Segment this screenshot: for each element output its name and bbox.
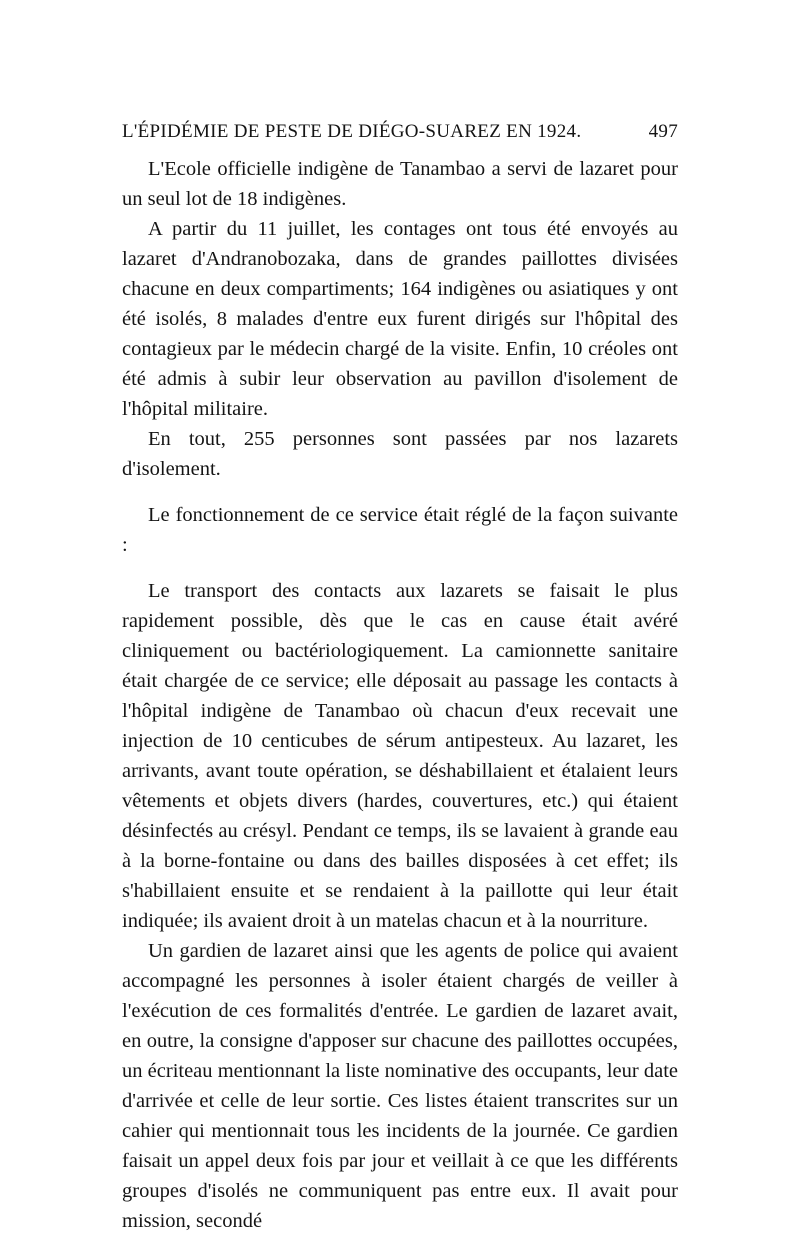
page-number: 497 — [648, 121, 678, 142]
running-title: L'ÉPIDÉMIE DE PESTE DE DIÉGO-SUAREZ EN 1924. — [122, 121, 582, 142]
paragraph-gardien: Un gardien de lazaret ainsi que les agents de police qui avaient accompagné les personnes à isoler étaient chargés de veiller à l'exécution de ces formalités d'entrée. Le gardien de lazaret avait, en outre, la consigne d'apposer sur chacune des paillottes occupées, un écriteau mentionnant la liste nominative des occupants, leur date d'arrivée et celle de leur sortie. Ces listes étaient transcrites sur un cahier qui mentionnait tous les incidents de la journée. Ce gardien faisait un appel deux fois par jour et veillait à ce que les différents groupes d'isolés ne communiquent pas entre eux. Il avait pour mission, secondé — [122, 940, 678, 1232]
paragraph-transport: Le transport des contacts aux lazarets se faisait le plus rapidement possible, dès que le cas en cause était avéré cliniquement ou bactériologiquement. La camionnette sanitaire était chargée de ce service; elle déposait au passage les contacts à l'hôpital indigène de Tanambao où chacun d'eux recevait une injection de 10 centicubes de sérum antipesteux. Au lazaret, les arrivants, avant toute opération, se déshabillaient et étalaient leurs vêtements et objets divers (hardes, couvertures, etc.) qui étaient désinfectés au crésyl. Pendant ce temps, ils se lavaient à grande eau à la borne-fontaine ou dans des bailles disposées à cet effet; ils s'habillaient ensuite et se rendaient à la paillotte qui leur était indiquée; ils avaient droit à un matelas chacun et à la nourriture. — [122, 580, 678, 932]
paragraph-fonctionnement: Le fonctionnement de ce service était réglé de la façon suivante : — [122, 504, 678, 556]
running-header — [122, 118, 678, 146]
paragraph-juillet: A partir du 11 juillet, les contages ont tous été envoyés au lazaret d'Andranobozaka, dans de grandes paillottes divisées chacune en deux compartiments; 164 indigènes ou asiatiques y ont été isolés, 8 malades d'entre eux furent dirigés sur l'hôpital des contagieux par le médecin chargé de la visite. Enfin, 10 créoles ont été admis à subir leur observation au pavillon d'isolement de l'hôpital militaire. — [122, 218, 678, 420]
paragraph-en-tout: En tout, 255 personnes sont passées par nos lazarets d'isolement. — [122, 428, 678, 480]
paragraph-ecole: L'Ecole officielle indigène de Tanambao a servi de lazaret pour un seul lot de 18 indigènes. — [122, 158, 678, 210]
book-page — [122, 118, 678, 1236]
